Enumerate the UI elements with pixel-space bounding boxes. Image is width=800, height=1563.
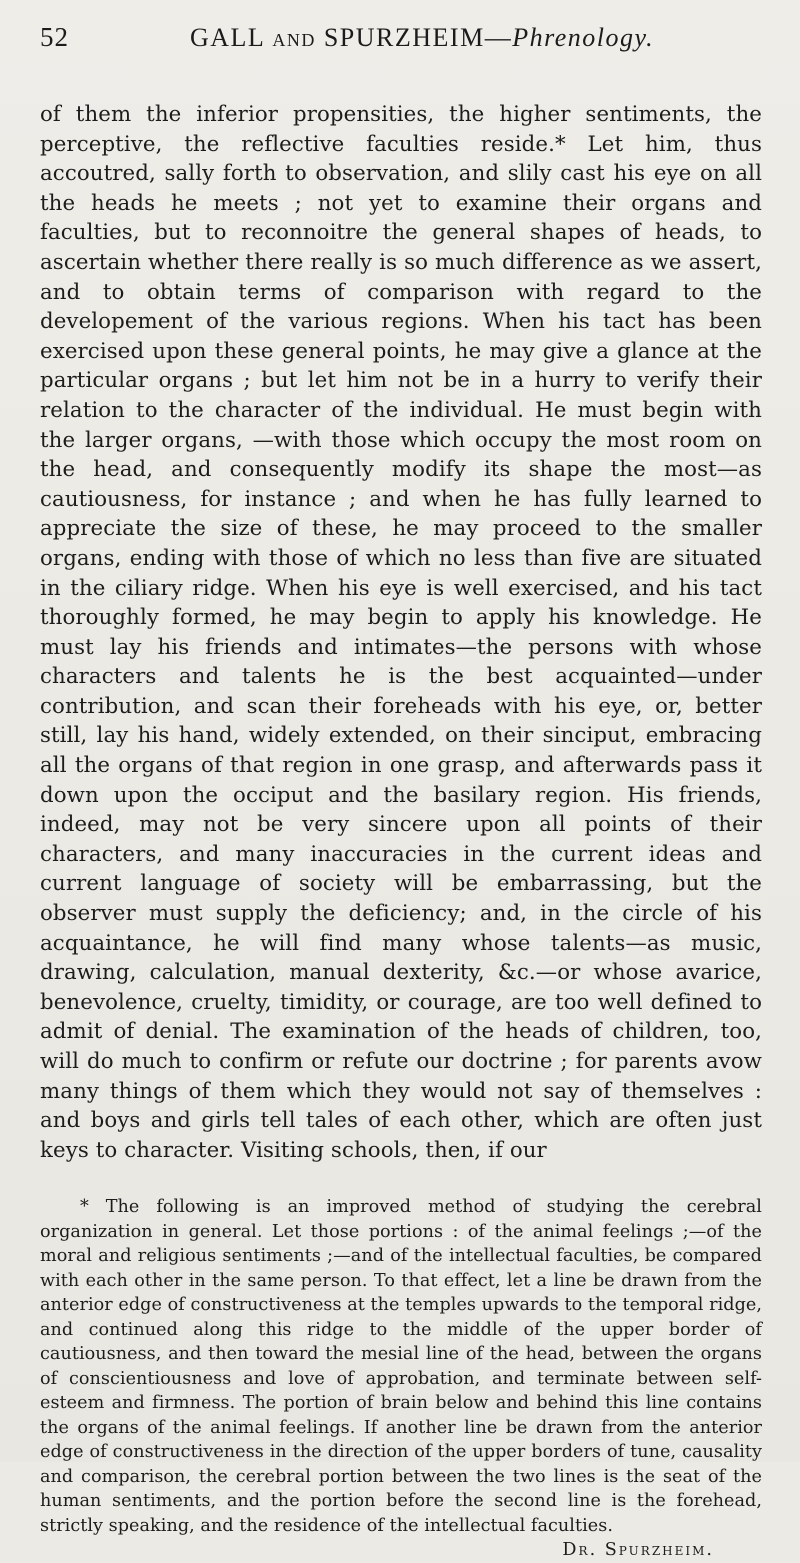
running-head xyxy=(40,22,762,66)
main-paragraph: of them the inferior propensities, the higher sentiments, the perceptive, the reflective faculties reside.* Let him, thus accoutred, sally forth to observation, and slily cast his eye on all the heads he meets ; not yet to examine their organs and faculties, but to reconnoitre the general shapes of heads, to ascertain whether there really is so much difference as we assert, and to obtain terms of comparison with regard to the developement of the various regions. When his tact has been exercised upon these general points, he may give a glance at the particular organs ; but let him not be in a hurry to verify their relation to the character of the individual. He must begin with the larger organs, —with those which occupy the most room on the head, and consequently modify its shape the most—as cautiousness, for instance ; and when he has fully learned to appreciate the size of these, he may proceed to the smaller organs, ending with those of which no less than five are situated in the ciliary ridge. When his eye is well exercised, and his tact thoroughly formed, he may begin to apply his knowledge. He must lay his friends and intimates—the persons with whose characters and talents he is the best acquainted—under contribution, and scan their foreheads with his eye, or, better still, lay his hand, widely extended, on their sinciput, embracing all the organs of that region in one grasp, and afterwards pass it down upon the occiput and the basilary region. His friends, indeed, may not be very sincere upon all points of their characters, and many inaccuracies in the current ideas and current language of society will be embarrassing, but the observer must supply the deficiency; and, in the circle of his acquaintance, he will find many whose talents—as music, drawing, calculation, manual dexterity, &c.—or whose avarice, benevolence, cruelty, timidity, or courage, are too well defined to admit of denial. The examination of the heads of children, too, will do much to confirm or refute our doctrine ; for parents avow many things of them which they would not say of themselves : and boys and girls tell tales of each other, which are often just keys to character. Visiting schools, then, if our xyxy=(40,102,762,1163)
footnote-signature: Dr. Spurzheim. xyxy=(562,1540,714,1561)
running-title-italic: Phrenology. xyxy=(512,23,655,52)
running-title-main: GALL and SPURZHEIM— xyxy=(190,23,513,52)
footnote xyxy=(40,1195,762,1561)
footnote-text: * The following is an improved method of studying the cerebral organization in general. Let those portions : of the animal feelings ;—of the moral and religious sentiments ;—and of the intellectual faculties, be compared with each other in the same person. To that effect, let a line be drawn from the anterior edge of constructiveness at the temples upwards to the temporal ridge, and continued along this ridge to the middle of the upper border of cautiousness, and then toward the mesial line of the head, between the organs of conscientiousness and love of approbation, and terminate between self-esteem and firmness. The portion of brain below and behind this line contains the organs of the animal feelings. If another line be drawn from the anterior edge of constructiveness in the direction of the upper borders of tune, causality and comparison, the cerebral portion between the two lines is the seat of the human sentiments, and the portion before the second line is the forehead, strictly speaking, and the residence of the intellectual faculties. xyxy=(40,1197,762,1536)
running-title xyxy=(190,23,654,53)
page-number: 52 xyxy=(40,22,69,52)
